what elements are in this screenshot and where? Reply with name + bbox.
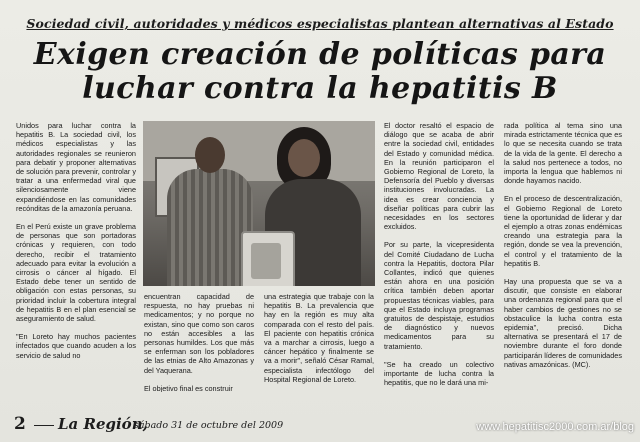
article-column-2 bbox=[144, 292, 254, 392]
issue-date: sábado 31 de octubre del 2009 bbox=[134, 420, 284, 431]
article-column-1 bbox=[16, 121, 136, 386]
paragraph: En el proceso de descentralización, el Gobierno Regional de Loreto tiene la oportunidad de liderar y dar el ejemplo a otras zonas endémicas creando una estrategia para la región, donde se vea la prevención, el control y el tratamiento de la hepatitis B. bbox=[504, 194, 622, 268]
article-column-5 bbox=[504, 121, 622, 391]
paragraph: encuentran capacidad de respuesta, no hay pruebas ni medicamentos; y no porque no existan, sino que como son caros no están accesibles a las personas humildes. Los que más se enferman son los pobladores de las etnias de Alto Amazonas y del Yaquerana. bbox=[144, 292, 254, 375]
plaque-emblem bbox=[251, 243, 281, 279]
headline-line-1: Exigen creación de políticas para bbox=[33, 37, 607, 72]
paragraph: una estrategia que trabaje con la hepatitis B. La prevalencia que hay en la región es muy alta comparada con el resto del país. El paciente con hepatitis crónica va a marchar a cirrosis, luego a cáncer hepático y finalmente se va a morir", señaló César Ramal, especialista infectólogo del Hospital Regional de Loreto. bbox=[264, 292, 374, 384]
headline-line-2: luchar contra la hepatitis B bbox=[82, 71, 558, 106]
paragraph: rada política al tema sino una mirada estrictamente técnica que es lo que se necesita cuando se trata de la vida de la gente. El derecho a la salud nos pertenece a todos, no importa la lengua que hablemos ni donde hayamos nacido. bbox=[504, 121, 622, 186]
footer-divider bbox=[34, 425, 54, 426]
article-column-3 bbox=[264, 292, 374, 392]
watermark-url: www.hepatitisc2000.com.ar/blog bbox=[476, 421, 634, 433]
paragraph: Hay una propuesta que se va a discutir, que consiste en elaborar una ordenanza regional para que el haber cambios de gestiones no se obstaculice la lucha contra esta epidemia", precisó. Dicha alternativa se presentará el 17 de noviembre durante el foro donde participarán líderes de comunidades nativas amazónicas. (MC). bbox=[504, 277, 622, 369]
page-footer bbox=[0, 414, 640, 442]
photo-man-head bbox=[195, 137, 225, 173]
paragraph: "En Loreto hay muchos pacientes infectados que cuando acuden a los servicio de salud no bbox=[16, 332, 136, 360]
paragraph: En el Perú existe un grave problema de personas que son portadoras crónicas y requieren, con todo derecho, recibir el tratamiento adecuado para evitar la evolución a cirrosis o cáncer al hígado. El Estado debe tener un sentido de obligación con estas personas, su prioridad incluir la cobertura integral de hepatitis B en el plan esencial se aseguramiento de salud. bbox=[16, 222, 136, 324]
article-column-4 bbox=[384, 121, 494, 391]
article-photo bbox=[143, 121, 375, 286]
photo-woman-face bbox=[288, 139, 320, 177]
paragraph: Unidos para luchar contra la hepatitis B. La sociedad civil, los médicos especialistas y las autoridades regionales se reunieron para debatir y proponer alternativas de solución para prevenir, controlar y tratar a una enfermedad viral que silenciosamente viene expandiéndose en las comunidades recónditas de la amazonía peruana. bbox=[16, 121, 136, 213]
page-number: 2 bbox=[14, 414, 26, 434]
paragraph: El doctor resaltó el espacio de diálogo que se acaba de abrir entre la sociedad civil, entidades del Estado y comunidad médica. En la reunión participaron el Gobierno Regional de Loreto, la Defensoría del Pueblo y diversas instituciones involucradas. La idea es crear conciencia y diseñar políticas para cubrir las necesidades en los sectores excluidos. bbox=[384, 121, 494, 232]
paragraph: Por su parte, la vicepresidenta del Comité Ciudadano de Lucha contra la Hepatitis, doctora Pilar Collantes, indicó que quienes están ahora en una posición crítica también deben aportar propuestas técnicas viables, para que el Estado incluya programas gratuitos de despistaje, estudios de diagnóstico y nuevos medicamentos para su tratamiento. bbox=[384, 240, 494, 351]
paragraph: El objetivo final es construir bbox=[144, 383, 233, 392]
article-kicker: Sociedad civil, autoridades y médicos especialistas plantean alternativas al Estado bbox=[26, 16, 614, 31]
newspaper-name: La Región, bbox=[58, 415, 148, 433]
photo-plaque bbox=[241, 231, 295, 286]
paragraph: "Se ha creado un colectivo importante de lucha contra la hepatitis, que no le dará una mi- bbox=[384, 359, 494, 388]
